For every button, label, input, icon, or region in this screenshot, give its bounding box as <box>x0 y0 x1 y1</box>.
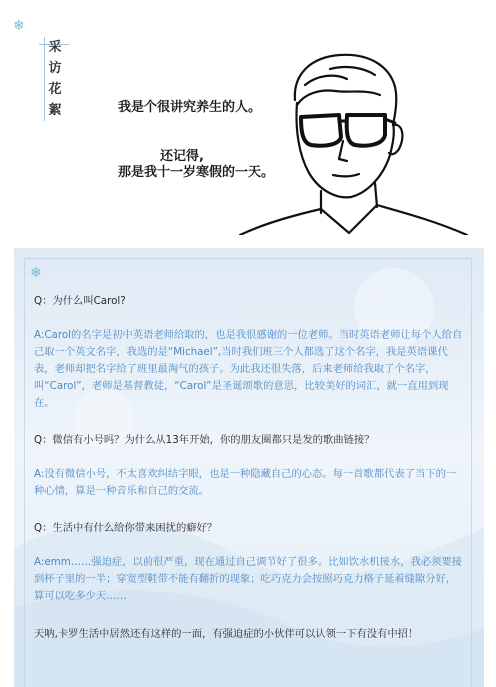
snowflake-icon: ❄ <box>13 18 25 34</box>
tag-char: 访 <box>48 61 62 76</box>
tag-char: 花 <box>48 82 62 97</box>
portrait-illustration <box>235 45 470 235</box>
intro-line: 我是个很讲究养生的人。 <box>118 100 262 115</box>
section-tag-vertical <box>44 37 65 121</box>
intro-line: 那是我十一岁寒假的一天。 <box>118 165 275 180</box>
question: Q：为什么叫Carol? <box>34 295 126 307</box>
answer: A:Carol的名字是初中英语老师给取的，也是我很感谢的一位老师。当时英语老师让每个人给自己取一个英文名字，我选的是“Michael”,当时我们班三个人都选了这个名字，我是英语课代表，老师却把名字给了班里最淘气的孩子。为此我还很失落，后来老师给我取了个名字，叫“Carol”，老师是基督教徒，“Carol”是圣诞颂歌的意思，比较美好的词汇，就一直用到现在。 <box>34 329 463 409</box>
snowflake-icon: ❄ <box>30 265 42 281</box>
tag-char: 絮 <box>48 103 62 118</box>
intro-line: 还记得, <box>160 149 204 164</box>
question: Q：微信有小号吗？为什么从13年开始，你的朋友圈都只是发的歌曲链接？ <box>34 434 375 446</box>
qa-panel <box>14 248 484 687</box>
answer: A:没有微信小号，不太喜欢纠结字眼，也是一种隐藏自己的心态。每一首歌都代表了当下的一种心情，算是一种音乐和自己的交流。 <box>34 468 457 497</box>
question: Q：生活中有什么给你带来困扰的癖好？ <box>34 522 218 534</box>
tag-char: 采 <box>48 40 62 55</box>
closing-note: 天呐,卡罗生活中居然还有这样的一面，有强迫症的小伙伴可以认领一下有没有中招！ <box>34 628 419 640</box>
answer: A:emm……强迫症，以前很严重，现在通过自己调节好了很多。比如饮水机接水，我必须要接到杯子里的一半；穿宽型鞋带不能有翻折的现象；吃巧克力会按照巧克力格子延着缝隙分好，算可以吃多少天…… <box>34 556 463 602</box>
